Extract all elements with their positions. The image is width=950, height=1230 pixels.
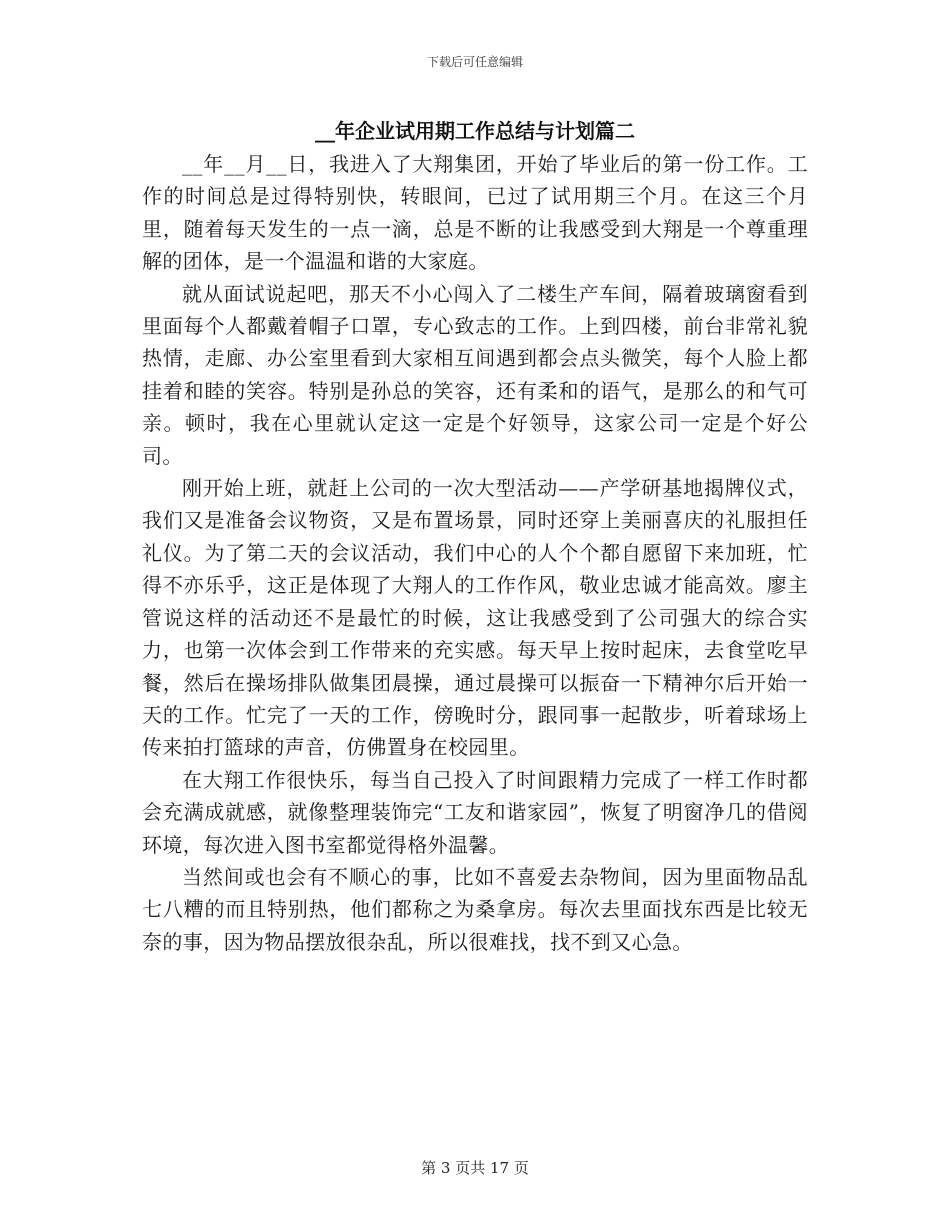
paragraph: 刚开始上班，就赶上公司的一次大型活动——产学研基地揭牌仪式，我们又是准备会议物资，又是布置场景，同时还穿上美丽喜庆的礼服担任礼仪。为了第二天的会议活动，我们中心的人个个都自愿留下来加班，忙得不亦乐乎，这正是体现了大翔人的工作作风，敬业忠诚才能高效。廖主管说这样的活动还不是最忙的时候，这让我感受到了公司强大的综合实力，也第一次体会到工作带来的充实感。每天早上按时起床，去食堂吃早餐，然后在操场排队做集团晨操，通过晨操可以振奋一下精神尔后开始一天的工作。忙完了一天的工作，傍晚时分，跟同事一起散步，听着球场上传来拍打篮球的声音，仿佛置身在校园里。 [142,476,808,760]
page-header: 下载后可任意编辑 [426,55,523,69]
page-footer: 第 3 页共 17 页 [421,1159,529,1177]
document-title: __年企业试用期工作总结与计划篇二 [315,119,635,143]
paragraph: 在大翔工作很快乐，每当自己投入了时间跟精力完成了一样工作时都会充满成就感，就像整理装饰完“工友和谐家园”，恢复了明窗净几的借阅环境，每次进入图书室都觉得格外温馨。 [142,767,808,857]
paragraph: __年__月__日，我进入了大翔集团，开始了毕业后的第一份工作。工作的时间总是过得特别快，转眼间，已过了试用期三个月。在这三个月里，随着每天发生的一点一滴，总是不断的让我感受到大翔是一个尊重理解的团体，是一个温温和谐的大家庭。 [142,152,808,274]
paragraph: 当然间或也会有不顺心的事，比如不喜爱去杂物间，因为里面物品乱七八糟的而且特别热，他们都称之为桑拿房。每次去里面找东西是比较无奈的事，因为物品摆放很杂乱，所以很难找，找不到又心急。 [142,864,808,954]
document-body [142,148,808,958]
paragraph: 就从面试说起吧，那天不小心闯入了二楼生产车间，隔着玻璃窗看到里面每个人都戴着帽子口罩，专心致志的工作。上到四楼，前台非常礼貌热情，走廊、办公室里看到大家相互间遇到都会点头微笑，每个人脸上都挂着和睦的笑容。特别是孙总的笑容，还有柔和的语气，是那么的和气可亲。顿时，我在心里就认定这一定是个好领导，这家公司一定是个好公司。 [142,281,808,468]
